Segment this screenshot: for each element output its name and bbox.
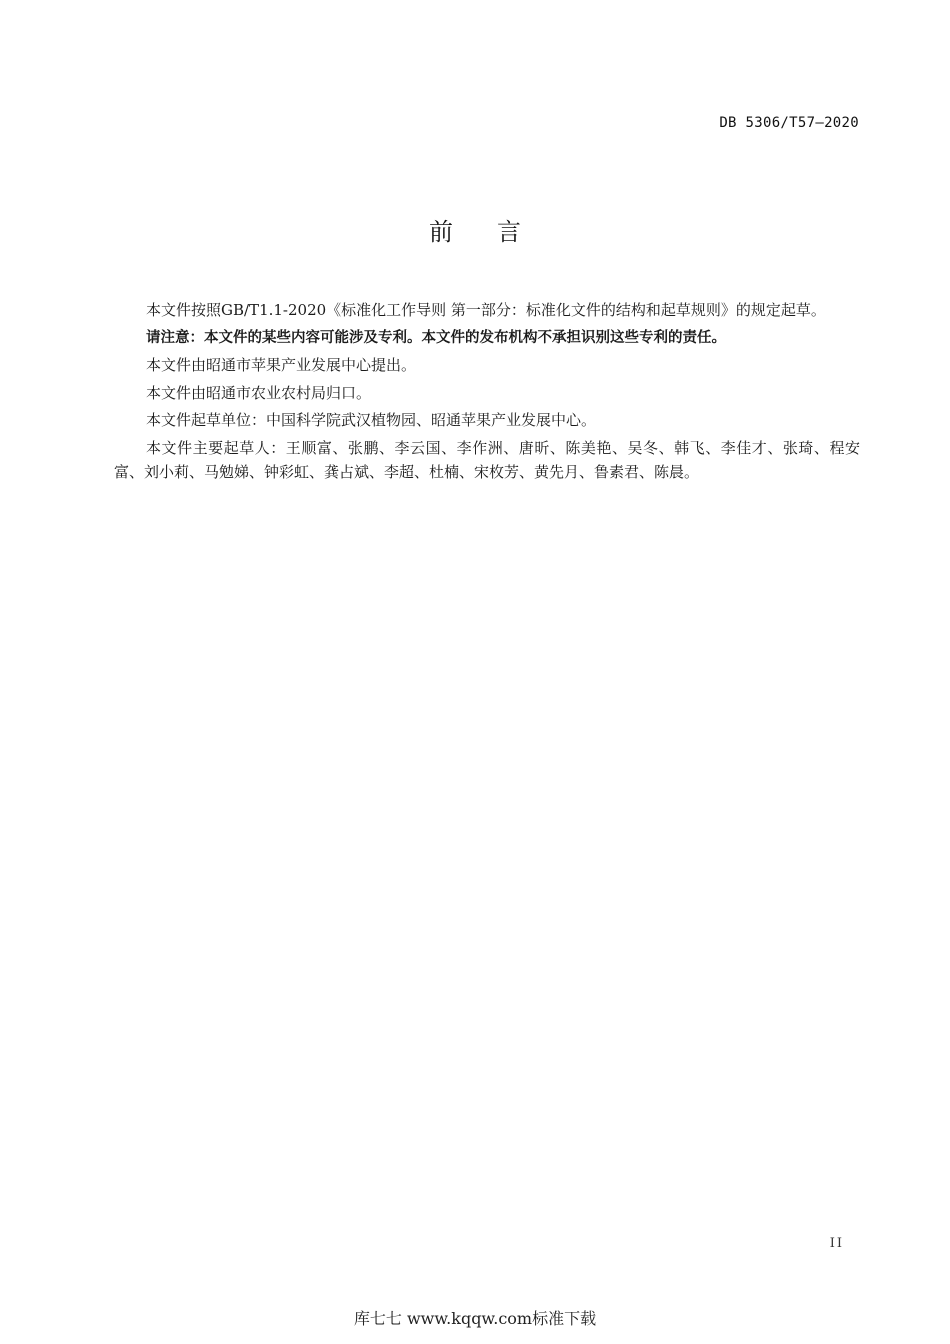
page-number: II — [829, 1236, 844, 1251]
page-title: 前言 — [429, 218, 565, 246]
paragraph-drafting-units: 本文件起草单位：中国科学院武汉植物园、昭通苹果产业发展中心。 — [146, 411, 597, 429]
paragraph-proposer: 本文件由昭通市苹果产业发展中心提出。 — [146, 356, 417, 374]
paragraph-drafting-rules: 本文件按照GB/T1.1-2020《标准化工作导则 第一部分：标准化文件的结构和起草规则》的规定起草。 — [146, 301, 826, 319]
document-code: DB 5306/T57—2020 — [719, 115, 859, 131]
paragraph-patent-notice: 请注意：本文件的某些内容可能涉及专利。本文件的发布机构不承担识别这些专利的责任。 — [146, 329, 726, 346]
footer-watermark-text: 库七七 www.kqqw.com标准下载 — [353, 1309, 597, 1328]
paragraph-main-drafters: 本文件主要起草人：王顺富、张鹏、李云国、李作洲、唐昕、陈美艳、吴冬、韩飞、李佳才、张琦、程安富、刘小莉、马勉娣、钟彩虹、龚占斌、李超、杜楠、宋枚芳、黄先月、鲁素君、陈晨。 — [114, 438, 860, 481]
paragraph-centralized-by: 本文件由昭通市农业农村局归口。 — [146, 383, 372, 402]
foreword-body — [114, 298, 860, 488]
